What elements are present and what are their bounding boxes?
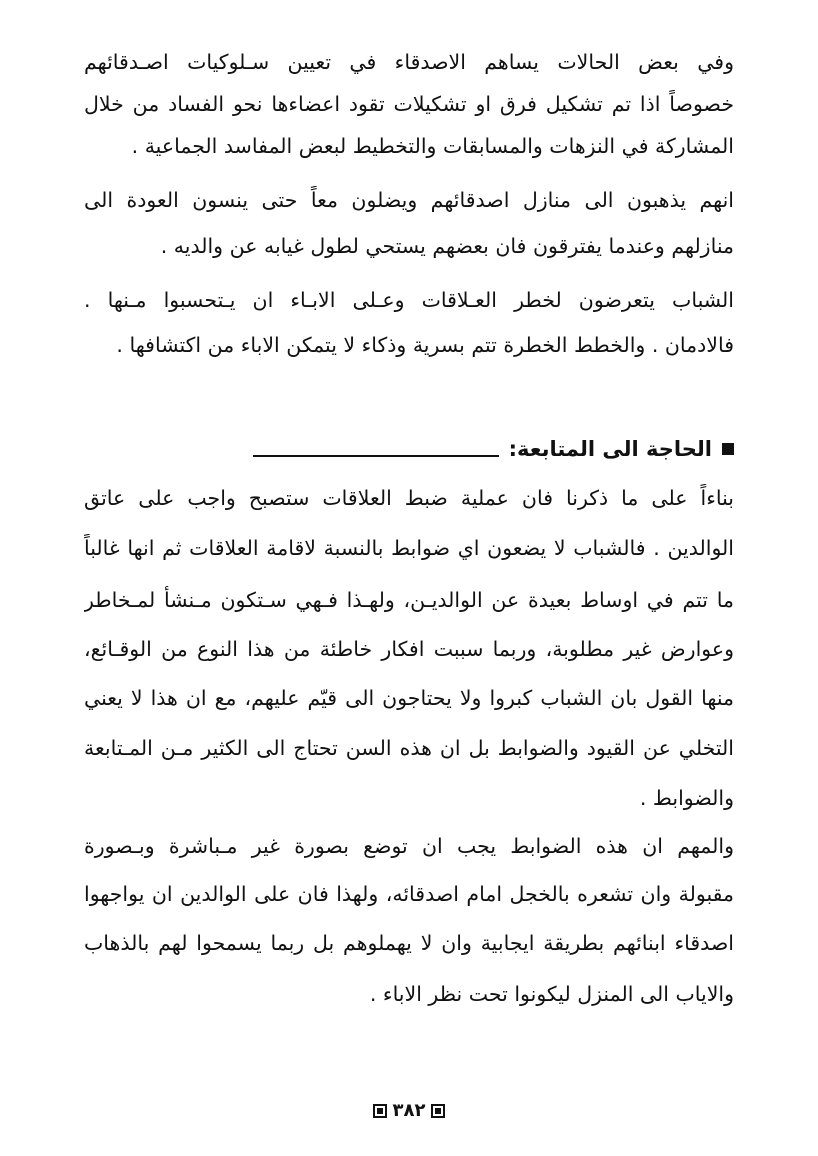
paragraph-line: المشاركة في النزهات والمسابقات والتخطيط لبعض المفاسد الجماعية . [131,134,734,158]
page-number: ٣٨٢ [392,1100,426,1121]
square-bullet-icon [722,443,734,455]
paragraph-line: التخلي عن القيود والضوابط بل ان هذه السن تحتاج الى الكثير مـن المـتابعة [84,736,734,760]
page-footer [0,1097,818,1125]
page-ornament-icon [431,1104,445,1118]
paragraph-line: فالادمان . والخطط الخطرة تتم بسرية وذكاء لا يتمكن الاباء من اكتشافها . [116,333,734,357]
paragraph-line: بناءاً على ما ذكرنا فان عملية ضبط العلاقات ستصبح واجب على عاتق [84,486,734,510]
paragraph-line: ما تتم في اوساط بعيدة عن الوالديـن، ولهـذا فـهي سـتكون مـنشأ لمـخاطر [84,588,734,612]
paragraph-line: انهم يذهبون الى منازل اصدقائهم ويضلون معاً حتى ينسون العودة الى [84,188,734,212]
paragraph-line: الشباب يتعرضون لخطر العـلاقات وعـلى الابـاء ان يـتحسبوا مـنها . [84,288,734,312]
paragraph-line: اصدقاء ابنائهم بطريقة ايجابية وان لا يهملوهم بل ربما يسمحوا لهم بالذهاب [84,931,734,955]
page-ornament-icon [373,1104,387,1118]
section-title: الحاجة الى المتابعة: [508,437,712,461]
paragraph-line: والمهم ان هذه الضوابط يجب ان توضع بصورة غير مـباشرة وبـصورة [84,834,734,858]
paragraph-line: مقبولة وان تشعره بالخجل امام اصدقائه، ولهذا فان على الوالدين ان يواجهوا [84,882,734,906]
paragraph-line: وفي بعض الحالات يساهم الاصدقاء في تعيين سـلوكيات اصـدقائهم [84,50,734,74]
section-heading [84,431,734,467]
paragraph-line: الوالدين . فالشباب لا يضعون اي ضوابط بالنسبة لاقامة العلاقات ثم انها غالباً [84,536,734,560]
paragraph-line: منها القول بان الشباب كبروا ولا يحتاجون الى قيّم عليهم، مع ان هذا لا يعني [84,686,734,710]
paragraph-line: وعوارض غير مطلوبة، وربما سببت افكار خاطئة من هذا النوع من الوقـائع، [84,637,734,661]
paragraph-line: خصوصاً اذا تم تشكيل فرق او تشكيلات تقود اعضاءها نحو الفساد من خلال [84,92,734,116]
paragraph-line: منازلهم وعندما يفترقون فان بعضهم يستحي لطول غيابه عن والديه . [160,234,734,258]
paragraph-line: والاياب الى المنزل ليكونوا تحت نظر الاباء . [369,982,734,1006]
heading-underline [253,455,499,457]
paragraph-line: والضوابط . [639,786,734,810]
